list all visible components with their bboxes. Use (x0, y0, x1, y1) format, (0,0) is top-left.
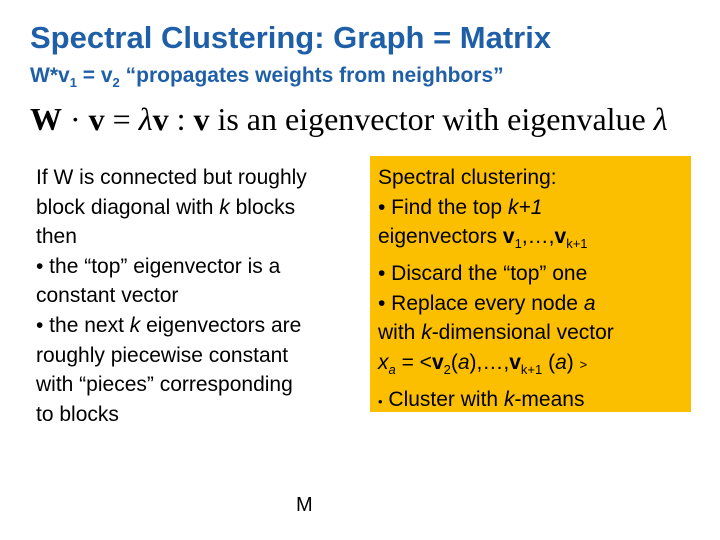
slide-title: Spectral Clustering: Graph = Matrix (30, 20, 552, 55)
left-explanation-text: If W is connected but roughly block diagonal with k blocks then • the “top” eigenvector is a constant vector • the next k eigenvectors are roughly piecewise constant with “pieces” corresponding to blocks (36, 166, 307, 426)
eigenvector-equation: W · v = λv : v is an eigenvector with eigenvalue λ (30, 101, 668, 137)
spectral-clustering-steps: Spectral clustering: • Find the top k+1 eigenvectors $v_1,\dots,v_{k+1}$ • Discard the “top” one • Replace every node a with k-dimensional vector $x_a$ = $<v_2(a),\dots,v_{k+1}$ (a) > • Cluster with k-means (378, 166, 614, 411)
slide-subtitle: $W*v_1 = v_2$ “propagates weights from neighbors” (30, 64, 504, 91)
footer-label: M (296, 494, 313, 516)
